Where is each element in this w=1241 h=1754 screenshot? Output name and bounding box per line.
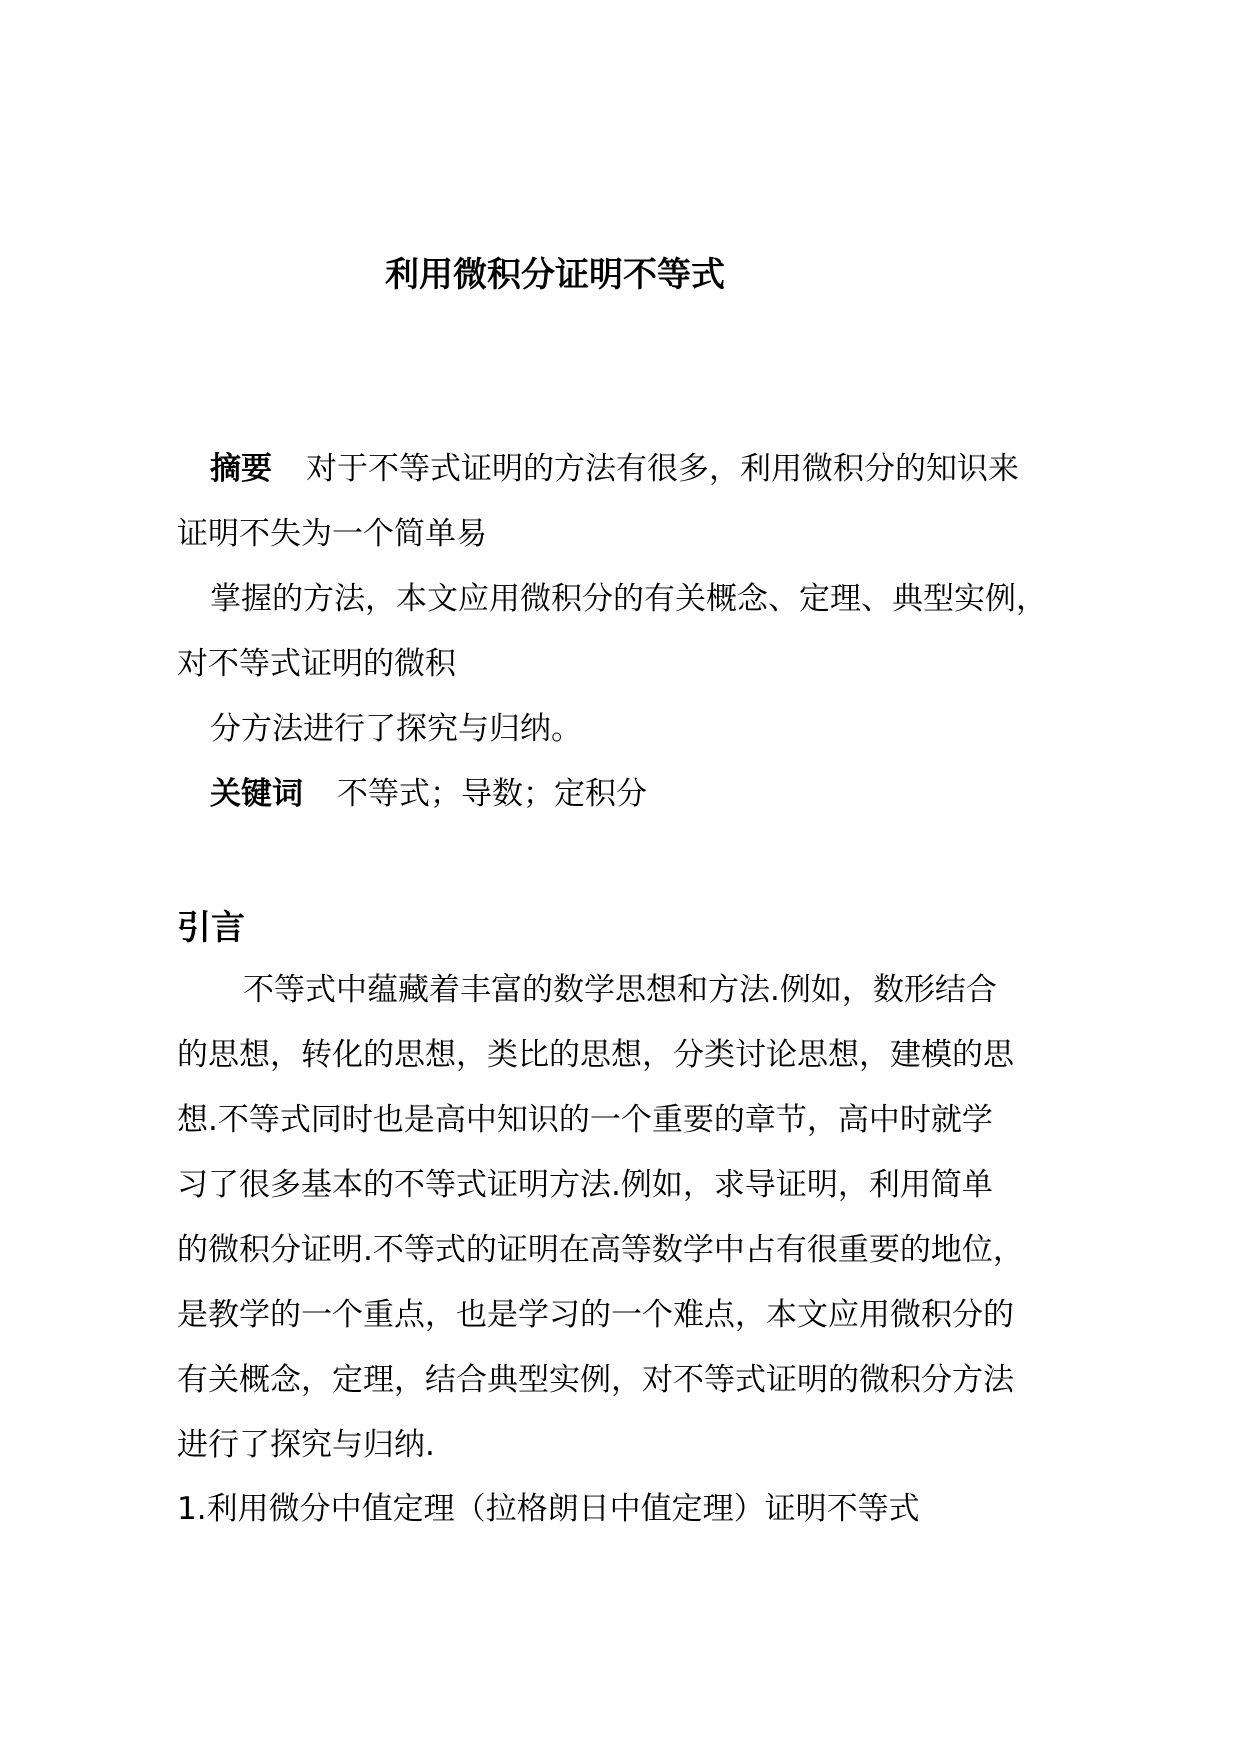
intro-line-6: 是教学的一个重点，也是学习的一个难点，本文应用微积分的 [177, 1297, 1014, 1333]
section-1-heading: 1.利用微分中值定理（拉格朗日中值定理）证明不等式 [177, 1491, 920, 1527]
abstract-line-1 [210, 449, 1019, 489]
intro-line-7: 有关概念，定理，结合典型实例，对不等式证明的微积分方法 [177, 1362, 1014, 1398]
document-title: 利用微积分证明不等式 [385, 255, 725, 295]
intro-line-2: 的思想，转化的思想，类比的思想，分类讨论思想，建模的思 [177, 1037, 1014, 1073]
abstract-line-2: 证明不失为一个简单易 [177, 516, 487, 552]
abstract-line-3: 掌握的方法，本文应用微积分的有关概念、定理、典型实例， [210, 581, 1047, 617]
keywords-text: 不等式；导数；定积分 [337, 776, 647, 812]
keywords-label: 关键词 [210, 776, 303, 812]
intro-line-3: 想.不等式同时也是高中知识的一个重要的章节，高中时就学 [177, 1102, 993, 1138]
intro-line-1: 不等式中蕴藏着丰富的数学思想和方法.例如，数形结合 [243, 972, 997, 1008]
abstract-text-1: 对于不等式证明的方法有很多，利用微积分的知识来 [306, 451, 1019, 487]
intro-line-4: 习了很多基本的不等式证明方法.例如，求导证明，利用简单 [177, 1167, 993, 1203]
intro-line-5: 的微积分证明.不等式的证明在高等数学中占有很重要的地位， [177, 1232, 1024, 1268]
intro-line-8: 进行了探究与归纳. [177, 1427, 435, 1463]
abstract-label: 摘要 [210, 451, 272, 487]
abstract-line-5: 分方法进行了探究与归纳。 [210, 711, 582, 747]
abstract-line-4: 对不等式证明的微积 [177, 646, 456, 682]
keywords-line [210, 774, 647, 814]
intro-heading: 引言 [177, 908, 245, 948]
